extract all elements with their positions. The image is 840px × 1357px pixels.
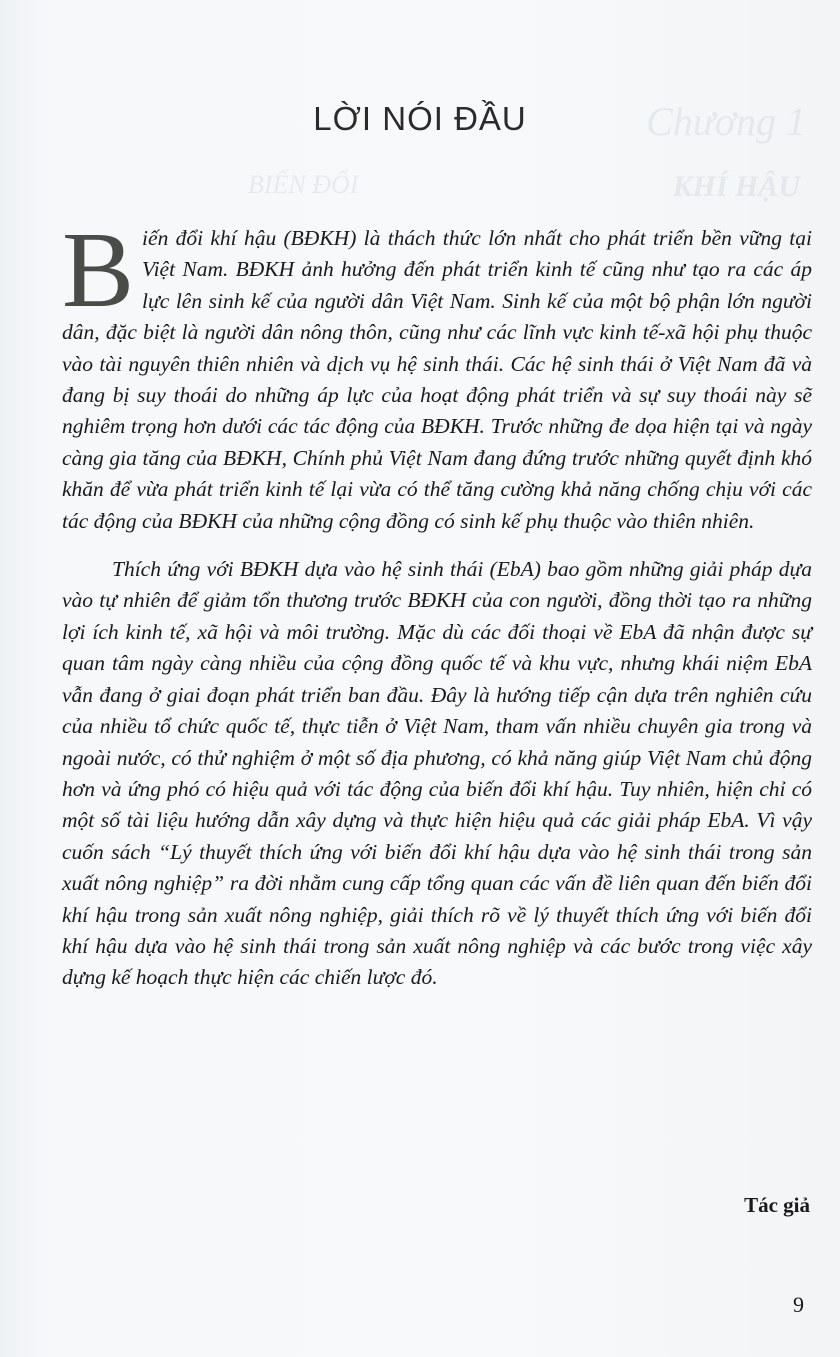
drop-cap: B (62, 211, 135, 330)
show-through-text: KHÍ HẬU (672, 170, 800, 203)
show-through-text: BIẾN ĐỔI (248, 170, 359, 199)
paragraph-1-text: iến đổi khí hậu (BĐKH) là thách thức lớn nhất cho phát triển bền vững tại Việt Nam. BĐKH ảnh hưởng đến phát triển kinh tế cũng như tạo ra các áp lực lên sinh kế của người dân Việt Nam. Sinh kế của một bộ phận lớn người dân, đặc biệt là người dân nông thôn, cũng như các lĩnh vực kinh tế-xã hội phụ thuộc vào tài nguyên thiên nhiên và dịch vụ hệ sinh thái. Các hệ sinh thái ở Việt Nam đã và đang bị suy thoái do những áp lực của hoạt động phát triển và sự suy thoái này sẽ nghiêm trọng hơn dưới các tác động của BĐKH. Trước những đe dọa hiện tại và ngày càng gia tăng của BĐKH, Chính phủ Việt Nam đang đứng trước những quyết định khó khăn để vừa phát triển kinh tế lại vừa có thể tăng cường khả năng chống chịu với các tác động của BĐKH của những cộng đồng có sinh kế phụ thuộc vào thiên nhiên. (62, 226, 812, 533)
page-title: LỜI NÓI ĐẦU (313, 100, 527, 137)
show-through-text: Chương 1 (646, 99, 806, 144)
paragraph-2: Thích ứng với BĐKH dựa vào hệ sinh thái (EbA) bao gồm những giải pháp dựa vào tự nhiên để giảm tổn thương trước BĐKH của con người, đồng thời tạo ra những lợi ích kinh tế, xã hội và môi trường. Mặc dù các đối thoại về EbA đã nhận được sự quan tâm ngày càng nhiều của cộng đồng quốc tế và khu vực, nhưng khái niệm EbA vẫn đang ở giai đoạn phát triển ban đầu. Đây là hướng tiếp cận dựa trên nghiên cứu của nhiều tổ chức quốc tế, thực tiễn ở Việt Nam, tham vấn nhiều chuyên gia trong và ngoài nước, có thử nghiệm ở một số địa phương, có khả năng giúp Việt Nam chủ động hơn và ứng phó có hiệu quả với tác động của biến đổi khí hậu. Tuy nhiên, hiện chỉ có một số tài liệu hướng dẫn xây dựng và thực hiện hiệu quả các giải pháp EbA. Vì vậy cuốn sách “Lý thuyết thích ứng với biến đổi khí hậu dựa vào hệ sinh thái trong sản xuất nông nghiệp” ra đời nhằm cung cấp tổng quan các vấn đề liên quan đến biến đổi khí hậu trong sản xuất nông nghiệp, giải thích rõ về lý thuyết thích ứng với biến đổi khí hậu dựa vào hệ sinh thái trong sản xuất nông nghiệp và các bước trong việc xây dựng kế hoạch thực hiện các chiến lược đó. (62, 557, 812, 990)
page-number: 9 (793, 1292, 804, 1317)
author-signature: Tác giả (744, 1193, 810, 1217)
preface-body (62, 211, 812, 994)
paragraph-1 (62, 211, 812, 537)
